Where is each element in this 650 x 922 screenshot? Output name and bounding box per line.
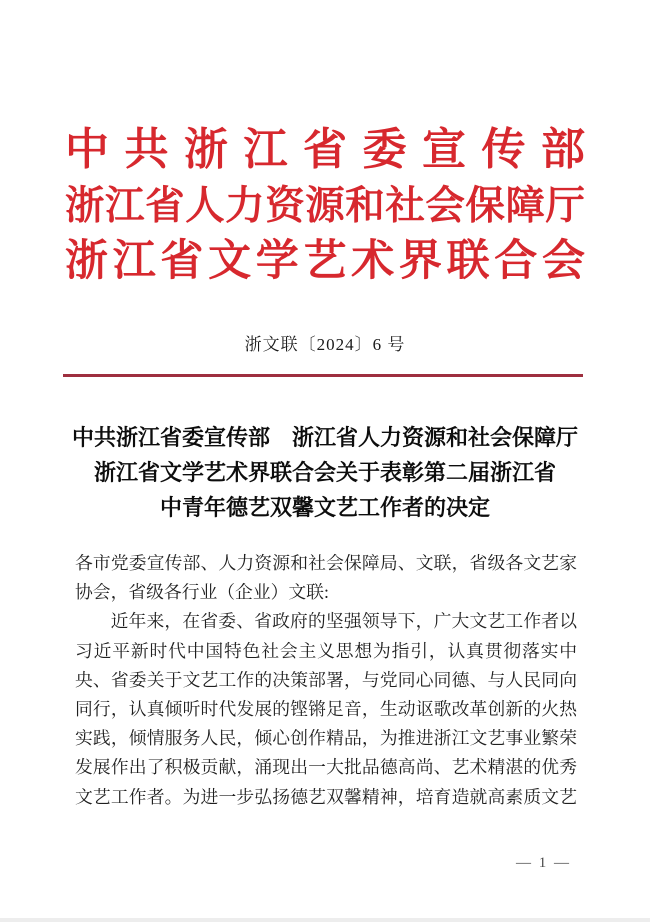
salutation-line-2: 协会，省级各行业（企业）文联:: [75, 582, 329, 603]
paragraph-line: 实践，倾情服务人民，倾心创作精品，为推进浙江文艺事业繁荣: [75, 728, 577, 749]
paragraph-line: 近年来，在省委、省政府的坚强领导下，广大文艺工作者以: [110, 611, 577, 632]
document-body: [75, 549, 577, 812]
issuing-authority-line-3: 浙江省文学艺术界联合会: [65, 238, 585, 285]
document-title-line-3: 中青年德艺双馨文艺工作者的决定: [159, 495, 490, 520]
issuing-authority-line-2: 浙江省人力资源和社会保障厅: [65, 184, 585, 228]
red-divider-line: [63, 374, 583, 377]
document-title-line-2: 浙江省文学艺术界联合会关于表彰第二届浙江省: [93, 460, 556, 485]
scan-edge-line: [0, 918, 650, 922]
document-title: [45, 420, 605, 525]
letterhead: [65, 122, 585, 290]
salutation-line-1: 各市党委宣传部、人力资源和社会保障局、文联，省级各文艺家: [75, 553, 577, 573]
paragraph-line: 央、省委关于文艺工作的决策部署，与党同心同德、与人民同向: [75, 669, 577, 690]
document-title-line-1: 中共浙江省委宣传部 浙江省人力资源和社会保障厅: [71, 425, 578, 450]
issuing-authority-line-1: 中共浙江省委宣传部: [65, 125, 585, 174]
document-number: 浙文联〔2024〕6 号: [244, 335, 406, 354]
paragraph-line: 文艺工作者。为进一步弘扬德艺双馨精神，培育造就高素质文艺: [75, 786, 577, 807]
paragraph-line: 发展作出了积极贡献，涌现出一大批品德高尚、艺术精湛的优秀: [75, 757, 577, 778]
paragraph-line: 习近平新时代中国特色社会主义思想为指引，认真贯彻落实中: [75, 640, 577, 661]
page-number: — 1 —: [516, 855, 571, 871]
paragraph-line: 同行，认真倾听时代发展的铿锵足音，生动讴歌改革创新的火热: [75, 699, 577, 720]
